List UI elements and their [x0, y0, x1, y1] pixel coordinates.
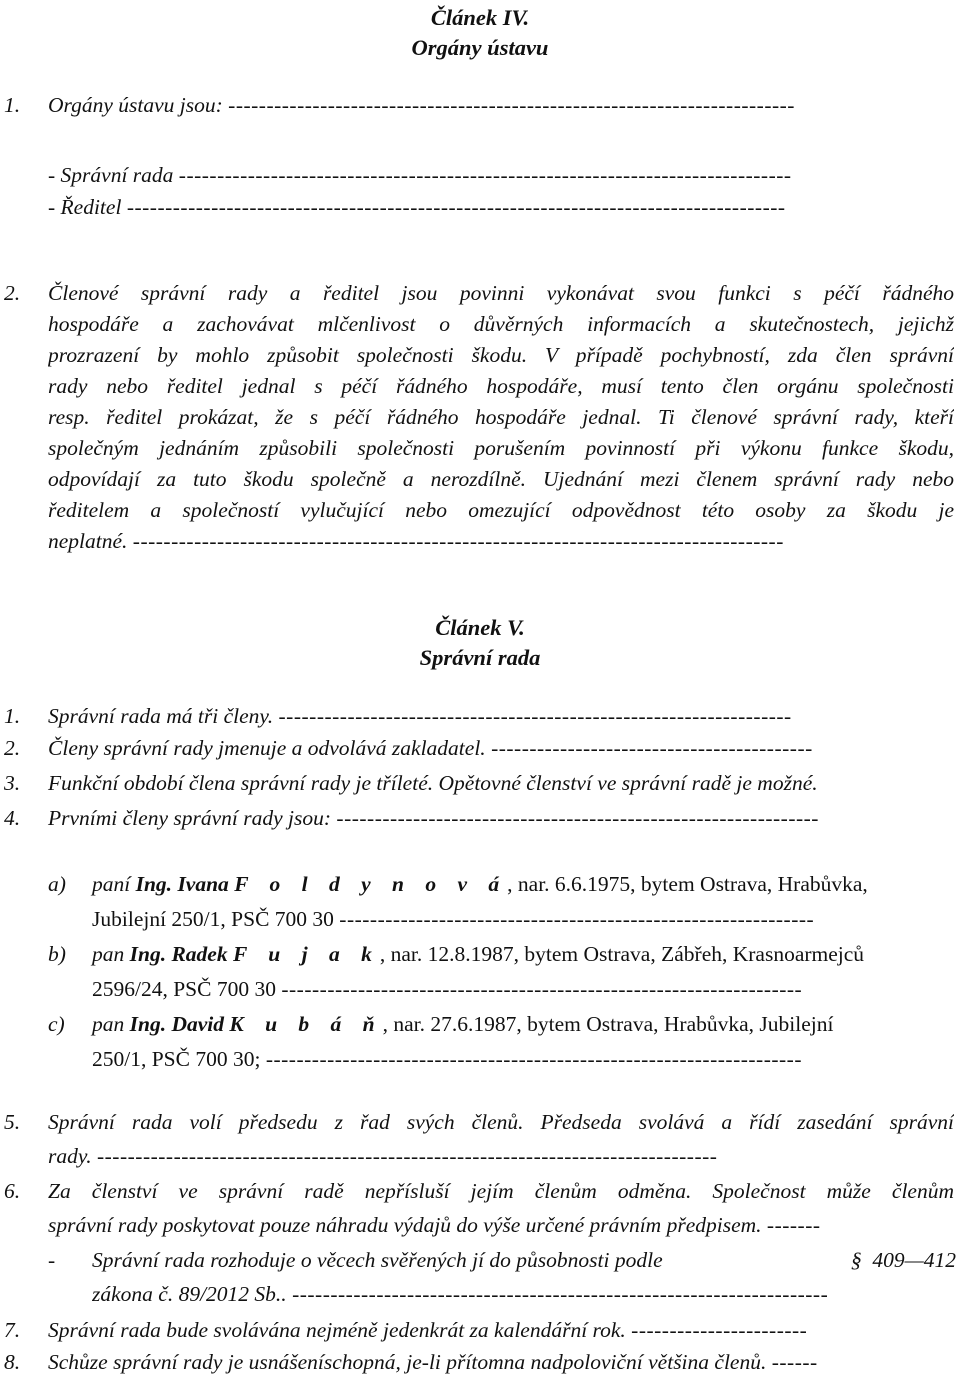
- member-address: 2596/24, PSČ 700 30: [92, 977, 276, 1001]
- point-text: Správní rada má tři členy.: [48, 704, 274, 728]
- art4-point-1: [4, 89, 956, 121]
- dash-filler: --------------------------------------------------------------------: [281, 977, 803, 1001]
- point-number: 2.: [4, 736, 21, 760]
- dash-filler: ----------------------------------------------------------------------: [292, 1282, 829, 1306]
- point-number: 4.: [4, 806, 21, 830]
- member-first-name: Ivana: [177, 872, 229, 896]
- art4-p2-line: Členové správní rady a ředitel jsou povinni vykonávat svou funkci s péčí řádného: [48, 281, 954, 305]
- member-address: 250/1, PSČ 700 30;: [92, 1047, 261, 1071]
- member-letter: b): [48, 942, 66, 966]
- art5-p6-sub-line2: [92, 1278, 956, 1310]
- dash-filler: ----------------------------------------------------------------------: [265, 1047, 803, 1071]
- dash-filler: -------: [766, 1213, 821, 1237]
- art5-p6-sub-marker: -: [48, 1248, 56, 1272]
- member-letter: c): [48, 1012, 65, 1036]
- point-number: 1.: [4, 93, 21, 117]
- dash-filler: ---------------------------------------------------------------: [336, 806, 819, 830]
- section-sign-icon: §: [850, 1248, 862, 1272]
- art4-p2-line: prozrazení by mohlo způsobit společnosti škodu. V případě pochybností, zda člen správní: [48, 343, 954, 367]
- member-b-line2: [92, 973, 956, 1005]
- art5-point: [4, 732, 956, 764]
- art4-item-board: [48, 159, 956, 191]
- dash-filler: --------------------------------------------------------------------------------------: [126, 195, 786, 219]
- art4-item-director: [48, 191, 956, 223]
- section-range: 409—412: [872, 1248, 956, 1272]
- art5-point-8: [4, 1346, 956, 1378]
- dash-filler: -------------------------------------------------------------------: [278, 704, 792, 728]
- dash-filler: --------------------------------------------------------------------------------: [178, 163, 792, 187]
- member-degree: Ing.: [129, 942, 167, 966]
- art5-point-6-number: 6.: [4, 1179, 21, 1203]
- art5-point: [4, 767, 956, 799]
- member-degree: Ing.: [135, 872, 173, 896]
- art5-point: [4, 700, 956, 732]
- line-text: zákona č. 89/2012 Sb..: [92, 1282, 287, 1306]
- art4-p2-last-line: [48, 525, 956, 557]
- member-last-name: K u b á ň: [229, 1012, 383, 1036]
- item-text: - Správní rada: [48, 163, 174, 187]
- dash-filler: ---------------------------------------------------------------------------------: [96, 1144, 718, 1168]
- point-text: Správní rada bude svolávána nejméně jedenkrát za kalendářní rok.: [48, 1318, 626, 1342]
- art4-p2-line: společným jednáním způsobili společnosti porušením povinností při výkonu funkce škodu,: [48, 436, 954, 460]
- point-text: Prvními členy správní rady jsou:: [48, 806, 332, 830]
- dash-filler: --------------------------------------------------------------: [339, 907, 815, 931]
- point-text: Členy správní rady jmenuje a odvolává zakladatel.: [48, 736, 486, 760]
- member-last-name: F o l d y n o v á: [234, 872, 508, 896]
- art5-p6-sub-line1: [92, 1244, 956, 1276]
- member-title: pan: [92, 1012, 125, 1036]
- art5-p5-line2: [48, 1140, 956, 1172]
- dash-filler: -----------------------: [631, 1318, 808, 1342]
- art5-p6-line1: Za členství ve správní radě nepřísluší jejím členům odměna. Společnost může členům: [48, 1179, 954, 1203]
- member-b: [48, 938, 956, 970]
- member-details: , nar. 27.6.1987, bytem Ostrava, Hrabůvka, Jubilejní: [382, 1012, 834, 1036]
- line-text: rady.: [48, 1144, 92, 1168]
- article-4-subtitle: Orgány ústavu: [411, 35, 549, 60]
- point-text: Orgány ústavu jsou:: [48, 93, 223, 117]
- member-first-name: David: [171, 1012, 224, 1036]
- dash-filler: -------------------------------------------------------------------------------------: [132, 529, 784, 553]
- art4-p2-line: rady nebo ředitel jednal s péčí řádného hospodáře, musí tento člen orgánu společnosti: [48, 374, 954, 398]
- art4-point-2-number: 2.: [4, 281, 21, 305]
- line-text: správní rady poskytovat pouze náhradu výdajů do výše určené právním předpisem.: [48, 1213, 762, 1237]
- line-text: Správní rada rozhoduje o věcech svěřených jí do působnosti podle: [92, 1248, 663, 1272]
- line-text: neplatné.: [48, 529, 128, 553]
- item-text: - Ředitel: [48, 195, 122, 219]
- member-degree: Ing.: [129, 1012, 167, 1036]
- member-details: , nar. 6.6.1975, bytem Ostrava, Hrabůvka,: [507, 872, 868, 896]
- member-details: , nar. 12.8.1987, bytem Ostrava, Zábřeh, Krasnoarmejců: [379, 942, 865, 966]
- dash-filler: --------------------------------------------------------------------------: [228, 93, 795, 117]
- member-c: [48, 1008, 956, 1040]
- member-address: Jubilejní 250/1, PSČ 700 30: [92, 907, 334, 931]
- point-number: 3.: [4, 771, 21, 795]
- article-4-title: Článek IV.: [430, 5, 530, 30]
- section-reference: [851, 1244, 956, 1276]
- article-5-title: Článek V.: [435, 615, 525, 640]
- art4-p2-line: resp. ředitel prokázat, že s péčí řádného hospodáře jednal. Ti členové správní rady, kteří: [48, 405, 954, 429]
- art5-point-5-number: 5.: [4, 1110, 21, 1134]
- member-first-name: Radek: [171, 942, 228, 966]
- point-number: 8.: [4, 1350, 21, 1374]
- dash-filler: ------: [771, 1350, 818, 1374]
- art5-p6-line2: [48, 1209, 956, 1241]
- art4-p2-line: hospodáře a zachovávat mlčenlivost o důvěrných informacích a skutečnostech, jejichž: [48, 312, 954, 336]
- point-text: Funkční období člena správní rady je tříleté. Opětovné členství ve správní radě je možné.: [48, 771, 818, 795]
- member-letter: a): [48, 872, 66, 896]
- point-number: 1.: [4, 704, 21, 728]
- member-title: pan: [92, 942, 125, 966]
- dash-filler: ------------------------------------------: [491, 736, 813, 760]
- member-a: [48, 868, 956, 900]
- member-last-name: F u j a k: [232, 942, 380, 966]
- member-c-line2: [92, 1043, 956, 1075]
- art5-p5-line1: Správní rada volí předsedu z řad svých členů. Předseda svolává a řídí zasedání správní: [48, 1110, 954, 1134]
- art4-p2-line: odpovídají za tuto škodu společně a nerozdílně. Ujednání mezi členem správní rady nebo: [48, 467, 954, 491]
- member-title: paní: [92, 872, 131, 896]
- art5-point: [4, 802, 956, 834]
- art5-point-7: [4, 1314, 956, 1346]
- member-a-line2: [92, 903, 956, 935]
- point-text: Schůze správní rady je usnášeníschopná, je-li přítomna nadpoloviční většina členů.: [48, 1350, 767, 1374]
- article-5-subtitle: Správní rada: [419, 645, 541, 670]
- point-number: 7.: [4, 1318, 21, 1342]
- art4-p2-line: ředitelem a společností vylučující nebo omezující odpovědnost této osoby za škodu je: [48, 498, 954, 522]
